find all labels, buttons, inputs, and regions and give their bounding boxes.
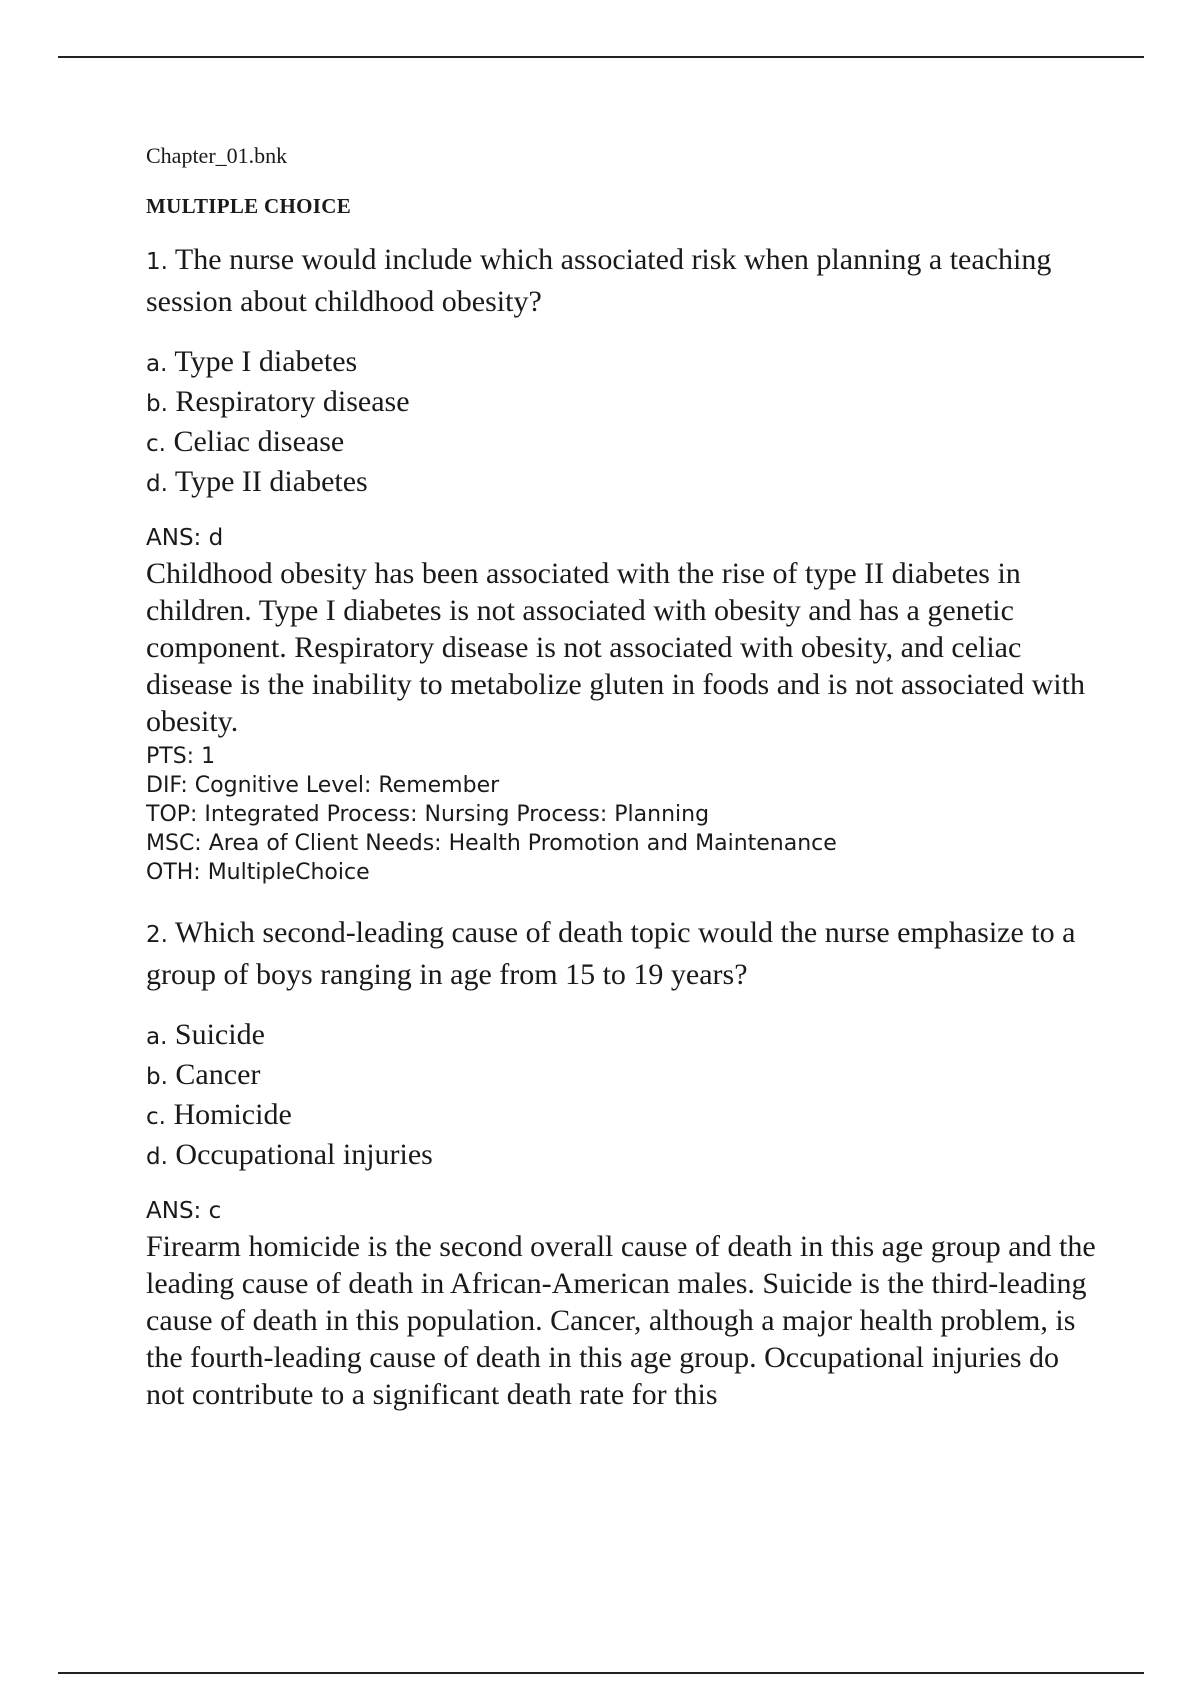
option-letter: a. (146, 1024, 168, 1050)
meta-topic: TOP: Integrated Process: Nursing Process: Planning (146, 802, 710, 827)
option-text: Suicide (174, 1018, 265, 1051)
option-letter: d. (146, 1144, 168, 1170)
document-filename: Chapter_01.bnk (146, 143, 288, 168)
answer-key: ANS: c (146, 1198, 222, 1224)
meta-difficulty: DIF: Cognitive Level: Remember (146, 773, 500, 798)
meta-points: PTS: 1 (146, 744, 216, 769)
rationale-text: Childhood obesity has been associated with the rise of type II diabetes in children. Type I diabetes is not associated with obesity and has a genetic component. Respiratory disease is not associated with obesity, and celiac disease is the inability to metabolize gluten in foods and is not associated with obesity. (146, 557, 1085, 738)
option-d (146, 1136, 1096, 1176)
option-letter: c. (146, 431, 166, 457)
meta-other: OTH: MultipleChoice (146, 860, 370, 885)
option-c (146, 423, 1096, 463)
option-a (146, 1016, 1096, 1056)
bottom-rule (58, 1672, 1144, 1674)
option-letter: d. (146, 471, 168, 497)
option-a (146, 343, 1096, 383)
option-text: Respiratory disease (175, 385, 410, 418)
option-text: Type I diabetes (174, 345, 358, 378)
top-rule (58, 56, 1144, 58)
question-1 (146, 240, 1096, 887)
question-2 (146, 913, 1096, 1413)
option-letter: b. (146, 1064, 168, 1090)
rationale-text: Firearm homicide is the second overall cause of death in this age group and the leading cause of death in African-American males. Suicide is the third-leading cause of death in this population. Cancer, although a major health problem, is the fourth-leading cause of death in this age group. Occupational injuries do not contribute to a significant death rate for this (146, 1230, 1096, 1411)
option-d (146, 463, 1096, 503)
option-text: Occupational injuries (175, 1138, 433, 1171)
option-b (146, 1056, 1096, 1096)
question-text: The nurse would include which associated risk when planning a teaching session about childhood obesity? (146, 243, 1052, 318)
option-letter: b. (146, 391, 168, 417)
option-list (146, 1016, 1096, 1176)
meta-client-needs: MSC: Area of Client Needs: Health Promotion and Maintenance (146, 831, 837, 856)
option-letter: c. (146, 1104, 166, 1130)
question-stem (146, 240, 1096, 321)
option-b (146, 383, 1096, 423)
document-page (146, 142, 1096, 1413)
question-metadata (146, 742, 1096, 887)
option-text: Type II diabetes (174, 465, 368, 498)
option-text: Celiac disease (173, 425, 345, 458)
option-c (146, 1096, 1096, 1136)
option-list (146, 343, 1096, 503)
option-text: Homicide (173, 1098, 292, 1131)
option-text: Cancer (175, 1058, 261, 1091)
question-text: Which second-leading cause of death topic would the nurse emphasize to a group of boys ranging in age from 15 to 19 years? (146, 916, 1076, 991)
section-title: MULTIPLE CHOICE (146, 194, 352, 218)
question-number: 2. (146, 922, 168, 948)
answer-key: ANS: d (146, 525, 224, 551)
question-stem (146, 913, 1096, 994)
option-letter: a. (146, 351, 168, 377)
question-number: 1. (146, 249, 168, 275)
